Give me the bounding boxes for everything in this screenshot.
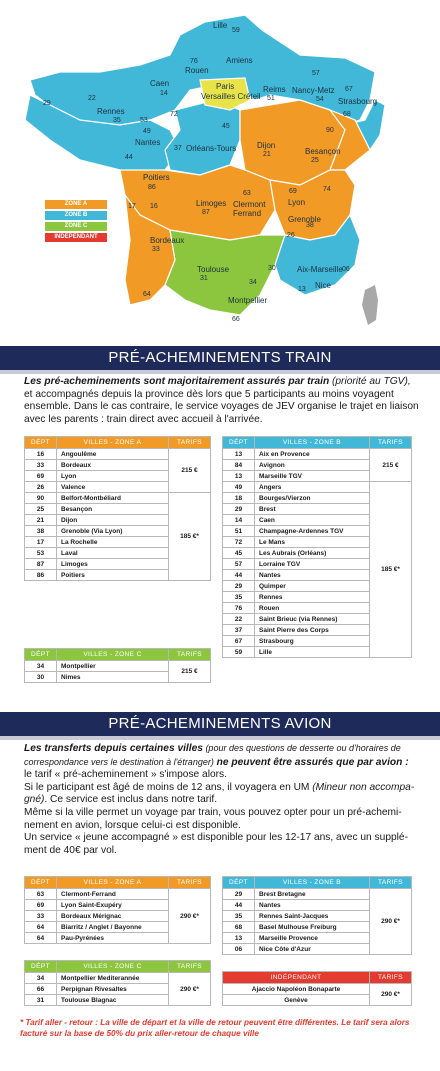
dept-cell: 30	[25, 672, 57, 683]
train-zone-b-table	[222, 436, 412, 658]
map-label-versailles: Versailles Créteil	[201, 92, 261, 101]
col-dept: DÉPT	[25, 649, 57, 661]
map-num-72: 72	[170, 111, 178, 118]
france-map	[0, 0, 440, 340]
city-cell: Toulouse Blagnac	[57, 995, 169, 1006]
dept-cell: 67	[223, 636, 255, 647]
dept-cell: 31	[25, 995, 57, 1006]
avion-l2-italic: (Mineur non accompa-gné)	[24, 781, 415, 806]
map-label-strasbourg: Strasbourg	[338, 97, 378, 106]
dept-cell: 13	[223, 471, 255, 482]
city-cell: Pau-Pyrénées	[57, 933, 169, 944]
price-cell: 185 €*	[370, 482, 412, 658]
dept-cell: 26	[25, 482, 57, 493]
city-cell: Besançon	[57, 504, 169, 515]
col-dept: DÉPT	[223, 437, 255, 449]
col-tarifs: TARIFS	[370, 437, 412, 449]
city-cell: Nimes	[57, 672, 169, 683]
city-cell: Lorraine TGV	[255, 559, 370, 570]
col-dept: DÉPT	[25, 437, 57, 449]
city-cell: Marseille TGV	[255, 471, 370, 482]
city-cell: Brest Bretagne	[255, 889, 370, 900]
map-label-besancon: Besançon	[305, 147, 341, 156]
dept-cell: 86	[25, 570, 57, 581]
map-label-amiens: Amiens	[226, 56, 253, 65]
city-cell: Aix en Provence	[255, 449, 370, 460]
train-intro-rest: et accompagnés depuis la province dès lors que 5 participants au moins voyagent ensemble. Dans le cas contraire, le service voyages de JEV organise le trajet en liaison avec les parents : train direct avec accueil à l'arrivée.	[24, 388, 419, 425]
table-row	[25, 449, 211, 460]
map-num-21: 21	[263, 151, 271, 158]
dept-cell: 63	[25, 889, 57, 900]
dept-cell: 22	[223, 614, 255, 625]
dept-cell: 29	[223, 889, 255, 900]
city-cell: Avignon	[255, 460, 370, 471]
col-tarifs: TARIFS	[169, 877, 211, 889]
dept-cell: 17	[25, 537, 57, 548]
dept-cell: 64	[25, 933, 57, 944]
city-cell: La Rochelle	[57, 537, 169, 548]
dept-cell: 45	[223, 548, 255, 559]
map-label-toulouse: Toulouse	[197, 265, 230, 274]
avion-l2: Si le participant est âgé de moins de 12 ans, il voyagera en UM	[24, 781, 313, 793]
legend-zone-b: ZONE B	[45, 211, 107, 220]
legend-independant: INDEPENDANT	[45, 233, 107, 242]
city-cell: Basel Mulhouse Freiburg	[255, 922, 370, 933]
train-intro-italic: (priorité au TGV),	[329, 376, 411, 387]
table-row	[223, 449, 412, 460]
avion-l4: Un service « jeune accompagné » est disponible pour les 12-17 ans, avec un supplé-ment de 40€ par vol.	[24, 832, 408, 856]
map-num-44: 44	[125, 154, 133, 161]
map-label-nice: Nice	[315, 281, 332, 290]
map-num-53: 53	[140, 117, 148, 124]
price-cell: 290 €*	[169, 889, 211, 944]
dept-cell: 87	[25, 559, 57, 570]
dept-cell: 53	[25, 548, 57, 559]
col-dept: DÉPT	[223, 877, 255, 889]
col-independant: INDÉPENDANT	[223, 972, 370, 984]
map-label-rennes: Rennes	[97, 107, 125, 116]
dept-cell: 06	[223, 944, 255, 955]
map-label-dijon: Dijon	[257, 141, 276, 150]
train-section-title: PRÉ-ACHEMINEMENTS TRAIN	[0, 346, 440, 370]
map-label-grenoble: Grenoble	[288, 215, 321, 224]
map-label-poitiers: Poitiers	[143, 173, 170, 182]
map-num-59: 59	[232, 27, 240, 34]
city-cell: Nice Côte d'Azur	[255, 944, 370, 955]
map-num-35: 35	[113, 117, 121, 124]
city-cell: Clermont-Ferrand	[57, 889, 169, 900]
avion-l2-rest: . Ce service est inclus dans notre tarif.	[44, 794, 218, 806]
col-tarifs: TARIFS	[370, 972, 412, 984]
city-cell: Montpellier Mediterannée	[57, 973, 169, 984]
avion-l1-italic: (pour des questions de desserte ou d'horaires de correspondance vers le destination à l'étranger)	[24, 743, 401, 767]
map-num-16: 16	[150, 203, 158, 210]
dept-cell: 35	[223, 911, 255, 922]
avion-l1-bold2: ne peuvent être assurés que par avion :	[213, 756, 409, 768]
map-num-63: 63	[243, 190, 251, 197]
city-cell: Bordeaux Mérignac	[57, 911, 169, 922]
map-num-38: 38	[306, 222, 314, 229]
map-num-64: 64	[143, 291, 151, 298]
city-cell: Dijon	[57, 515, 169, 526]
col-tarifs: TARIFS	[169, 437, 211, 449]
city-cell: Genève	[223, 995, 370, 1006]
map-num-13: 13	[298, 286, 306, 293]
city-cell: Angers	[255, 482, 370, 493]
city-cell: Lille	[255, 647, 370, 658]
legend-zone-a: ZONE A	[45, 200, 107, 209]
city-cell: Brest	[255, 504, 370, 515]
table-row	[25, 661, 211, 672]
map-num-33: 33	[152, 246, 160, 253]
table-row	[223, 984, 412, 995]
map-num-66: 66	[232, 316, 240, 323]
map-num-31: 31	[200, 275, 208, 282]
map-label-orleans: Orléans-Tours	[186, 144, 237, 153]
city-cell: Le Mans	[255, 537, 370, 548]
map-label-limoges: Limoges	[196, 199, 227, 208]
map-label-nancy: Nancy-Metz	[292, 86, 335, 95]
col-villes: VILLES - ZONE C	[57, 649, 169, 661]
map-legend	[45, 200, 107, 244]
city-cell: Rennes Saint-Jacques	[255, 911, 370, 922]
map-num-90: 90	[326, 127, 334, 134]
col-tarifs: TARIFS	[370, 877, 412, 889]
map-num-34: 34	[249, 279, 257, 286]
dept-cell: 64	[25, 922, 57, 933]
dept-cell: 34	[25, 973, 57, 984]
city-cell: Angoulême	[57, 449, 169, 460]
col-villes: VILLES - ZONE A	[57, 877, 169, 889]
avion-l1-rest: le tarif « pré-acheminement » s'impose alors.	[24, 769, 227, 781]
map-num-76: 76	[190, 58, 198, 65]
col-tarifs: TARIFS	[169, 961, 211, 973]
avion-intro	[24, 742, 419, 857]
dept-cell: 16	[25, 449, 57, 460]
map-num-25: 25	[311, 157, 319, 164]
map-label-caen: Caen	[150, 79, 170, 88]
city-cell: Caen	[255, 515, 370, 526]
dept-cell: 69	[25, 471, 57, 482]
corse-region	[362, 285, 378, 325]
dept-cell: 14	[223, 515, 255, 526]
map-num-67: 67	[345, 86, 353, 93]
map-label-lyon: Lyon	[288, 198, 306, 207]
map-num-45: 45	[222, 123, 230, 130]
legend-zone-c: ZONE C	[45, 222, 107, 231]
city-cell: Ajaccio Napoléon Bonaparte	[223, 984, 370, 995]
map-num-17: 17	[128, 203, 136, 210]
map-label-clermont: Clermont Ferrand	[233, 200, 266, 218]
map-num-57: 57	[312, 70, 320, 77]
dept-cell: 84	[223, 460, 255, 471]
train-zone-c-table	[24, 648, 211, 683]
dept-cell: 33	[25, 460, 57, 471]
dept-cell: 68	[223, 922, 255, 933]
col-tarifs: TARIFS	[169, 649, 211, 661]
city-cell: Lyon Saint-Exupéry	[57, 900, 169, 911]
city-cell: Perpignan Rivesaltes	[57, 984, 169, 995]
avion-l1-bold: Les transferts depuis certaines villes	[24, 743, 203, 754]
dept-cell: 37	[223, 625, 255, 636]
city-cell: Valence	[57, 482, 169, 493]
map-num-49: 49	[143, 128, 151, 135]
dept-cell: 59	[223, 647, 255, 658]
dept-cell: 49	[223, 482, 255, 493]
price-cell: 215 €	[169, 449, 211, 493]
city-cell: Bourges/Vierzon	[255, 493, 370, 504]
map-num-22: 22	[88, 95, 96, 102]
map-num-87: 87	[202, 209, 210, 216]
city-cell: Grenoble (Via Lyon)	[57, 526, 169, 537]
city-cell: Quimper	[255, 581, 370, 592]
map-label-lille: Lille	[213, 21, 228, 30]
price-cell: 215 €	[370, 449, 412, 482]
price-cell: 290 €*	[370, 889, 412, 955]
dept-cell: 29	[223, 581, 255, 592]
price-cell: 290 €*	[169, 973, 211, 1006]
avion-section-title: PRÉ-ACHEMINEMENTS AVION	[0, 712, 440, 736]
map-num-69: 69	[289, 188, 297, 195]
city-cell: Lyon	[57, 471, 169, 482]
map-label-paris: Paris	[216, 82, 235, 91]
map-num-29: 29	[43, 100, 51, 107]
dept-cell: 13	[223, 449, 255, 460]
table-row	[25, 889, 211, 900]
dept-cell: 34	[25, 661, 57, 672]
dept-cell: 90	[25, 493, 57, 504]
map-num-74: 74	[323, 186, 331, 193]
dept-cell: 44	[223, 570, 255, 581]
dept-cell: 25	[25, 504, 57, 515]
col-villes: VILLES - ZONE C	[57, 961, 169, 973]
city-cell: Poitiers	[57, 570, 169, 581]
col-dept: DÉPT	[25, 961, 57, 973]
city-cell: Bordeaux	[57, 460, 169, 471]
col-villes: VILLES - ZONE A	[57, 437, 169, 449]
table-row	[223, 482, 412, 493]
train-intro	[24, 376, 419, 426]
dept-cell: 18	[223, 493, 255, 504]
map-num-30: 30	[268, 265, 276, 272]
map-num-26: 26	[287, 232, 295, 239]
city-cell: Belfort-Montbéliard	[57, 493, 169, 504]
avion-l3: Même si la ville permet un voyage par train, vous pouvez opter pour un pré-achemi-nement en avion, lorsque celui-ci est disponible.	[24, 806, 402, 831]
tarif-note: * Tarif aller - retour : La ville de départ et la ville de retour peuvent être différentes. Le tarif sera alors facturé sur la base de 50% du prix aller-retour de chaque ville	[20, 1018, 410, 1038]
avion-zone-c-table	[24, 960, 211, 1006]
map-num-06: 06	[342, 266, 350, 273]
avion-independant-table	[222, 971, 412, 1006]
city-cell: Laval	[57, 548, 169, 559]
map-label-rouen: Rouen	[185, 66, 209, 75]
map-label-montpellier: Montpellier	[228, 296, 268, 305]
dept-cell: 29	[223, 504, 255, 515]
dept-cell: 21	[25, 515, 57, 526]
table-row	[25, 493, 211, 504]
map-label-nantes: Nantes	[135, 138, 161, 147]
dept-cell: 38	[25, 526, 57, 537]
price-cell: 185 €*	[169, 493, 211, 581]
city-cell: Nantes	[255, 900, 370, 911]
city-cell: Champagne-Ardennes TGV	[255, 526, 370, 537]
map-num-54: 54	[316, 96, 324, 103]
map-num-51: 51	[267, 95, 275, 102]
dept-cell: 69	[25, 900, 57, 911]
map-num-68: 68	[343, 111, 351, 118]
city-cell: Strasbourg	[255, 636, 370, 647]
city-cell: Rouen	[255, 603, 370, 614]
map-label-aix: Aix-Marseille	[297, 265, 343, 274]
map-num-37: 37	[174, 145, 182, 152]
map-num-86: 86	[148, 184, 156, 191]
dept-cell: 35	[223, 592, 255, 603]
dept-cell: 76	[223, 603, 255, 614]
table-row	[25, 973, 211, 984]
city-cell: Nantes	[255, 570, 370, 581]
city-cell: Saint Pierre des Corps	[255, 625, 370, 636]
map-label-bordeaux: Bordeaux	[150, 236, 185, 245]
city-cell: Les Aubrais (Orléans)	[255, 548, 370, 559]
dept-cell: 13	[223, 933, 255, 944]
dept-cell: 33	[25, 911, 57, 922]
table-row	[223, 889, 412, 900]
dept-cell: 44	[223, 900, 255, 911]
dept-cell: 57	[223, 559, 255, 570]
col-villes: VILLES - ZONE B	[255, 877, 370, 889]
city-cell: Saint Brieuc (via Rennes)	[255, 614, 370, 625]
city-cell: Marseille Provence	[255, 933, 370, 944]
dept-cell: 51	[223, 526, 255, 537]
train-zone-a-table	[24, 436, 211, 581]
avion-zone-b-table	[222, 876, 412, 955]
city-cell: Limoges	[57, 559, 169, 570]
avion-zone-a-table	[24, 876, 211, 944]
france-map-shapes	[0, 0, 440, 340]
col-villes: VILLES - ZONE B	[255, 437, 370, 449]
col-dept: DÉPT	[25, 877, 57, 889]
price-cell: 215 €	[169, 661, 211, 683]
city-cell: Montpellier	[57, 661, 169, 672]
city-cell: Biarritz / Anglet / Bayonne	[57, 922, 169, 933]
map-label-reims: Reims	[263, 85, 286, 94]
train-intro-bold: Les pré-acheminements sont majoritairement assurés par train	[24, 376, 330, 387]
city-cell: Rennes	[255, 592, 370, 603]
dept-cell: 72	[223, 537, 255, 548]
map-num-14: 14	[160, 90, 168, 97]
price-cell: 290 €*	[370, 984, 412, 1006]
dept-cell: 66	[25, 984, 57, 995]
